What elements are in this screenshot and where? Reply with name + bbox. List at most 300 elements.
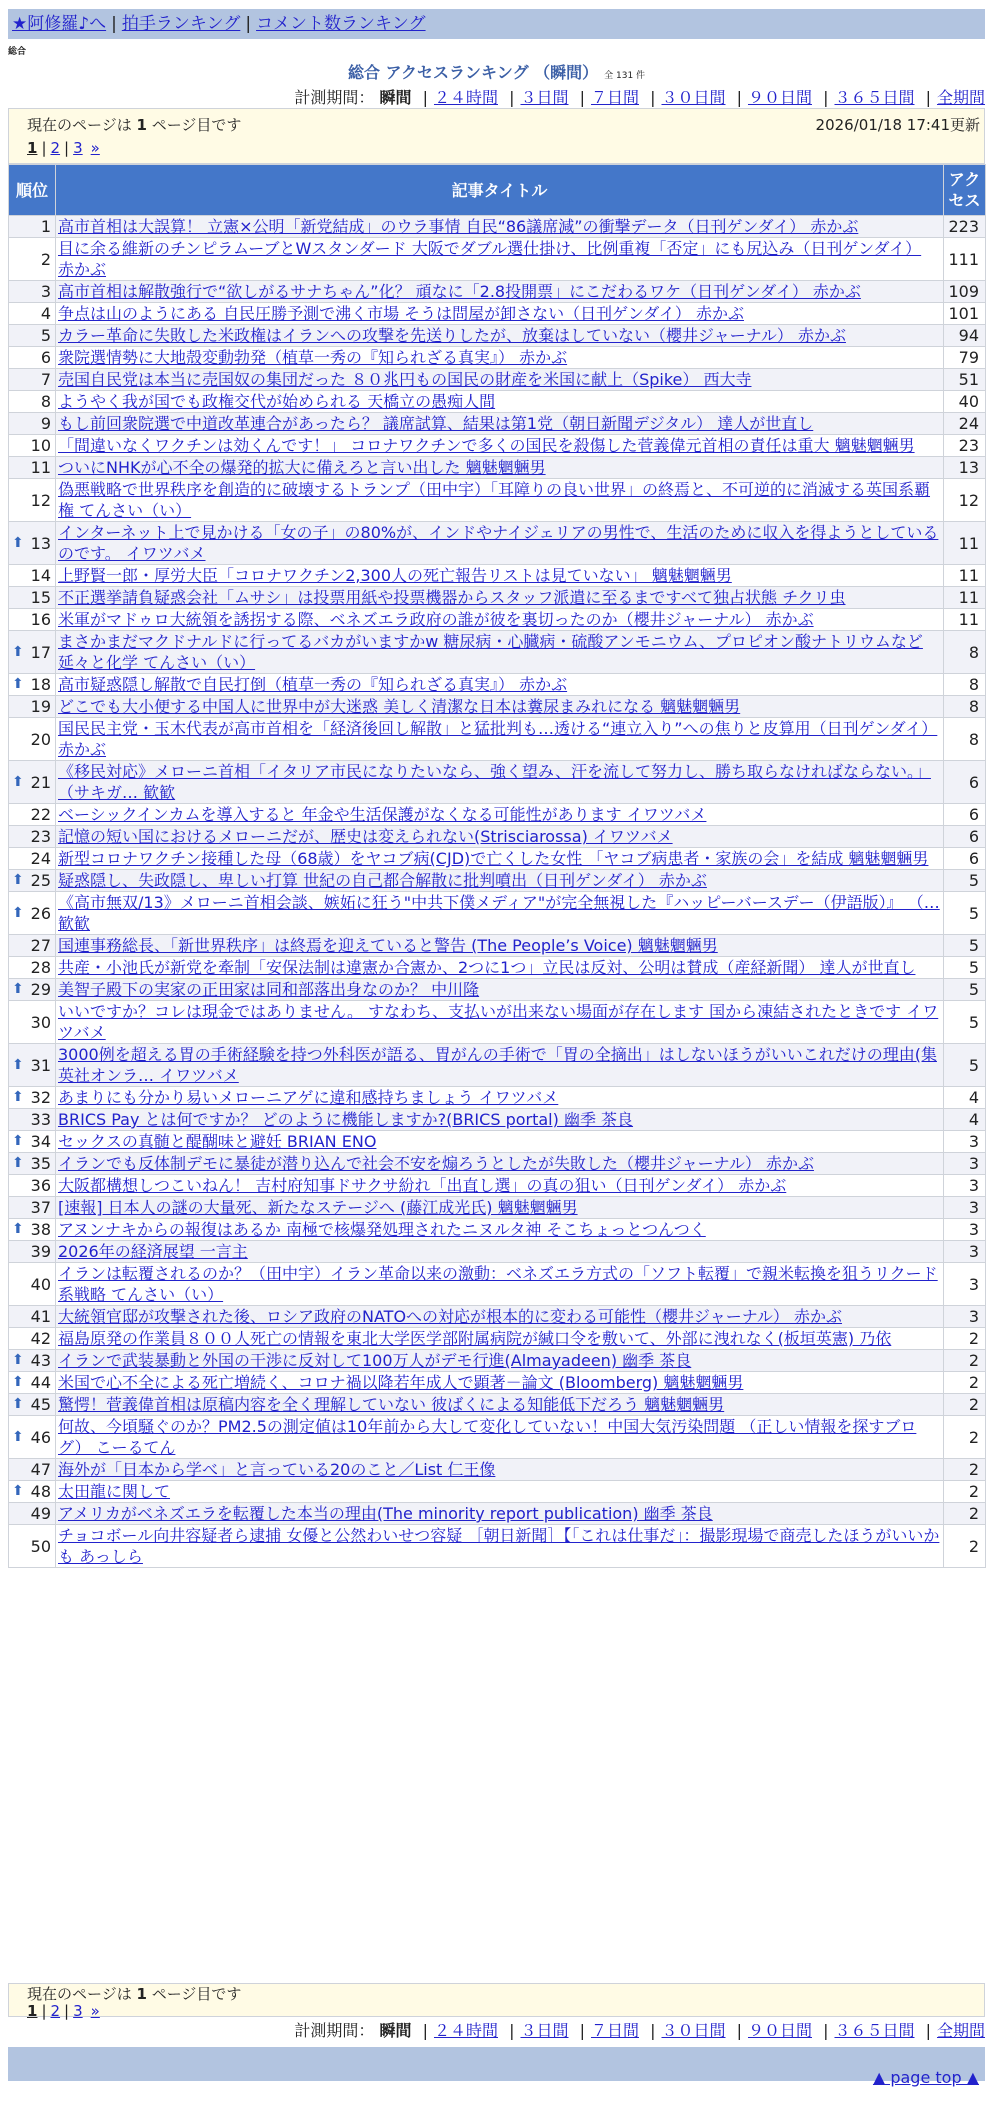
access-count: 5 xyxy=(944,1001,986,1044)
rank-number: 34 xyxy=(30,1132,51,1151)
rank-number: 44 xyxy=(30,1373,51,1392)
rank-number: 5 xyxy=(40,326,51,345)
access-count: 24 xyxy=(944,413,986,435)
article-link[interactable]: 争点は山のようにある 自民圧勝予測で沸く市場 そうは問屋が卸さない（日刊ゲンダイ） 赤かぶ xyxy=(58,304,744,323)
article-link[interactable]: 何故、今頃騒ぐのか？PM2.5の測定値は10年前から大して変化していない！中国大気汚染問題 （正しい情報を探すブログ） こーるてん xyxy=(58,1417,917,1457)
article-link[interactable]: 大阪都構想しつこいねん！ 吉村府知事ドサクサ紛れ「出直し選」の真の狙い（日刊ゲンダイ） 赤かぶ xyxy=(58,1176,787,1195)
rank-number: 22 xyxy=(30,805,51,824)
article-link[interactable]: 高市首相は解散強行で“欲しがるサナちゃん”化？ 頑なに「2.8投開票」にこだわるワケ（日刊ゲンダイ） 赤かぶ xyxy=(58,282,861,301)
table-row xyxy=(9,761,986,804)
article-link[interactable]: 米国で心不全による死亡増続く、コロナ禍以降若年成人で顕著－論文 (Bloomberg) 魑魅魍魎男 xyxy=(58,1373,744,1392)
rank-cell xyxy=(9,935,56,957)
article-link[interactable]: 記憶の短い国におけるメローニだが、歴史は変えられない(Strisciarossa) イワツバメ xyxy=(58,827,673,846)
up-arrow-icon: ⬆ xyxy=(12,643,24,660)
rank-cell xyxy=(9,848,56,870)
table-row xyxy=(9,1372,986,1394)
access-count: 6 xyxy=(944,804,986,826)
rank-cell xyxy=(9,1525,56,1568)
clap-ranking-link[interactable]: 拍手ランキング xyxy=(121,14,241,34)
access-count: 2 xyxy=(944,1328,986,1350)
table-row xyxy=(9,804,986,826)
title-cell xyxy=(56,1153,944,1175)
table-row xyxy=(9,391,986,413)
up-arrow-icon: ⬆ xyxy=(12,872,24,888)
table-row xyxy=(9,696,986,718)
rank-cell xyxy=(9,1503,56,1525)
title-cell xyxy=(56,565,944,587)
rank-number: 21 xyxy=(30,772,51,792)
rank-cell xyxy=(9,1416,56,1459)
up-arrow-icon: ⬆ xyxy=(12,773,24,790)
table-row xyxy=(9,216,986,238)
article-link[interactable]: 《移民対応》メローニ首相「イタリア市民になりたいなら、強く望み、汗を流して努力し、勝ち取らなければならない。」 （サキガ… 歓歓 xyxy=(58,762,931,802)
title-cell xyxy=(56,674,944,696)
article-link[interactable]: 上野賢一郎・厚労大臣「コロナワクチン2,300人の死亡報告リストは見ていない」 魑魅魍魎男 xyxy=(58,566,732,585)
title-cell xyxy=(56,979,944,1001)
rank-cell xyxy=(9,1241,56,1263)
article-link[interactable]: 高市疑惑隠し解散で自民打倒（植草一秀の『知られざる真実』） 赤かぶ xyxy=(58,675,568,694)
access-count: 3 xyxy=(944,1241,986,1263)
article-link[interactable]: 米軍がマドゥロ大統領を誘拐する際、ベネズエラ政府の誰が彼を裏切ったのか（櫻井ジャーナル） 赤かぶ xyxy=(58,610,814,629)
title-cell xyxy=(56,718,944,761)
rank-cell xyxy=(9,631,56,674)
pagination: 1 | 2 | 3 » xyxy=(27,2002,100,2020)
table-row xyxy=(9,369,986,391)
period-selector: 計測期間： 瞬間 | ２４時間 | ３日間 | ７日間 | ３０日間 | ９０日間 | ３６５日間 | 全期間 xyxy=(294,88,985,107)
rank-number: 43 xyxy=(30,1351,51,1370)
rank-cell xyxy=(9,870,56,892)
period-3d-link[interactable]: ３日間 xyxy=(520,88,569,107)
period-label: 計測期間： xyxy=(294,88,375,107)
total-count: 全 131 件 xyxy=(604,71,646,81)
article-link[interactable]: [速報] 日本人の謎の大量死、新たなステージへ (藤江成光氏) 魑魅魍魎男 xyxy=(58,1198,578,1217)
rank-cell xyxy=(9,1394,56,1416)
comment-ranking-link[interactable]: コメント数ランキング xyxy=(256,14,426,34)
access-count: 13 xyxy=(944,457,986,479)
rank-cell xyxy=(9,674,56,696)
access-count: 109 xyxy=(944,281,986,303)
article-link[interactable]: ついにNHKが心不全の爆発的拡大に備えろと言い出した 魑魅魍魎男 xyxy=(58,458,546,477)
page-3-link[interactable]: 3 xyxy=(73,2002,83,2020)
up-arrow-icon: ⬆ xyxy=(12,534,24,551)
up-arrow-icon: ⬆ xyxy=(12,1352,24,1368)
table-row xyxy=(9,1044,986,1087)
rank-number: 17 xyxy=(30,642,51,662)
table-row xyxy=(9,1306,986,1328)
title-cell xyxy=(56,892,944,935)
rank-cell xyxy=(9,479,56,522)
nav-separator: | xyxy=(245,14,252,34)
article-link[interactable]: 2026年の経済展望 一言主 xyxy=(58,1242,248,1261)
ranking-title-text: 総合 アクセスランキング （瞬間） xyxy=(347,63,599,82)
rank-number: 15 xyxy=(30,588,51,607)
page-1-current: 1 xyxy=(27,139,38,157)
access-count: 5 xyxy=(944,1044,986,1087)
title-cell xyxy=(56,1197,944,1219)
table-row xyxy=(9,979,986,1001)
table-row xyxy=(9,1197,986,1219)
article-link[interactable]: 驚愕！菅義偉首相は原稿内容を全く理解していない 彼ばくによる知能低下だろう 魑魅魍魎男 xyxy=(58,1395,725,1414)
up-arrow-icon: ⬆ xyxy=(12,676,24,692)
up-arrow-icon: ⬆ xyxy=(12,1133,24,1149)
period-365d-link[interactable]: ３６５日間 xyxy=(834,2021,915,2040)
pager-bottom xyxy=(8,1983,985,2020)
rank-number: 46 xyxy=(30,1427,51,1447)
access-count: 8 xyxy=(944,674,986,696)
article-link[interactable]: 高市首相は大誤算！ 立憲×公明「新党結成」のウラ事情 自民“86議席減”の衝撃データ（日刊ゲンダイ） 赤かぶ xyxy=(58,217,859,236)
rank-number: 37 xyxy=(30,1198,51,1217)
article-link[interactable]: 目に余る維新のチンピラムーブとWスタンダード 大阪でダブル選仕掛け、比例重複「否定」にも尻込み（日刊ゲンダイ） 赤かぶ xyxy=(58,239,922,279)
rank-cell xyxy=(9,1087,56,1109)
table-row xyxy=(9,522,986,565)
article-link[interactable]: 《高市無双/13》メローニ首相会談、嫉妬に狂う"中共下僕メディア"が完全無視した『ハッピーバースデー（伊語版）』 （… 歓歓 xyxy=(58,893,940,933)
rank-number: 23 xyxy=(30,827,51,846)
title-cell xyxy=(56,609,944,631)
rank-cell xyxy=(9,347,56,369)
rank-cell xyxy=(9,609,56,631)
rank-number: 7 xyxy=(40,370,51,389)
article-link[interactable]: 新型コロナワクチン接種した母（68歳）をヤコブ病(CJD)で亡くした女性 「ヤコブ病患者・家族の会」を結成 魑魅魍魎男 xyxy=(58,849,929,868)
rank-cell xyxy=(9,826,56,848)
up-arrow-icon: ⬆ xyxy=(12,1155,24,1171)
access-count: 6 xyxy=(944,761,986,804)
title-cell xyxy=(56,848,944,870)
rank-cell xyxy=(9,1197,56,1219)
article-link[interactable]: 「間違いなくワクチンは効くんです！」 コロナワクチンで多くの国民を殺傷した菅義偉元首相の責任は重大 魑魅魍魎男 xyxy=(58,436,915,455)
period-30d-link[interactable]: ３０日間 xyxy=(661,88,726,107)
title-cell xyxy=(56,303,944,325)
article-link[interactable]: 3000例を超える胃の手術経験を持つ外科医が語る、胃がんの手術で「胃の全摘出」はしないほうがいいこれだけの理由(集英社オンラ… イワツバメ xyxy=(58,1045,937,1085)
period-24h-link[interactable]: ２４時間 xyxy=(433,88,498,107)
col-header-access: アクセス xyxy=(944,165,986,216)
period-label: 計測期間： xyxy=(294,2021,375,2040)
table-row xyxy=(9,1328,986,1350)
article-link[interactable]: 国民民主党・玉木代表が高市首相を「経済後回し解散」と猛批判も…透ける“連立入り”への焦りと皮算用（日刊ゲンダイ） 赤かぶ xyxy=(58,719,938,759)
rank-number: 29 xyxy=(30,980,51,999)
article-link[interactable]: イランでも反体制デモに暴徒が潜り込んで社会不安を煽ろうとしたが失敗した（櫻井ジャーナル） 赤かぶ xyxy=(58,1154,814,1173)
title-cell xyxy=(56,804,944,826)
rank-number: 33 xyxy=(30,1110,51,1129)
rank-number: 11 xyxy=(30,458,51,477)
title-cell xyxy=(56,1503,944,1525)
table-row xyxy=(9,1525,986,1568)
period-7d-link[interactable]: ７日間 xyxy=(590,2021,639,2040)
title-cell xyxy=(56,522,944,565)
table-row xyxy=(9,1481,986,1503)
title-cell xyxy=(56,281,944,303)
article-link[interactable]: 太田龍に関して xyxy=(58,1482,171,1501)
up-arrow-icon: ⬆ xyxy=(12,1089,24,1105)
table-row xyxy=(9,848,986,870)
col-header-title: 記事タイトル xyxy=(56,165,944,216)
page-2-link[interactable]: 2 xyxy=(50,2002,61,2020)
title-cell xyxy=(56,1394,944,1416)
rank-number: 14 xyxy=(30,566,51,585)
page-status: 現在のページは 1 ページ目です xyxy=(27,116,242,134)
rank-number: 30 xyxy=(30,1012,51,1032)
article-link[interactable]: 海外が「日本から学べ」と言っている20のこと／List 仁王像 xyxy=(58,1460,496,1479)
rank-cell xyxy=(9,1001,56,1044)
table-row xyxy=(9,1219,986,1241)
article-link[interactable]: 衆院選情勢に大地殻変動勃発（植草一秀の『知られざる真実』） 赤かぶ xyxy=(58,348,568,367)
table-row xyxy=(9,1001,986,1044)
article-link[interactable]: イランで武装暴動と外国の干渉に反対して100万人がデモ行進(Almayadeen) 幽季 茶良 xyxy=(58,1351,692,1370)
title-cell xyxy=(56,435,944,457)
table-row xyxy=(9,479,986,522)
rank-number: 26 xyxy=(30,903,51,923)
access-count: 6 xyxy=(944,848,986,870)
rank-number: 31 xyxy=(30,1055,51,1075)
table-row xyxy=(9,1263,986,1306)
access-count: 101 xyxy=(944,303,986,325)
pagination: 1 | 2 | 3 » xyxy=(27,139,100,157)
access-count: 11 xyxy=(944,587,986,609)
access-count: 5 xyxy=(944,892,986,935)
article-link[interactable]: BRICS Pay とは何ですか？ どのように機能しますか?(BRICS portal) 幽季 茶良 xyxy=(58,1110,634,1129)
title-cell xyxy=(56,347,944,369)
ranking-table-body xyxy=(9,216,986,1568)
article-link[interactable]: どこでも大小便する中国人に世界中が大迷惑 美しく清潔な日本は糞尿まみれになる 魑魅魍魎男 xyxy=(58,697,741,716)
rank-number: 16 xyxy=(30,610,51,629)
table-row xyxy=(9,413,986,435)
page-1-current: 1 xyxy=(27,2002,38,2020)
title-cell xyxy=(56,1459,944,1481)
rank-cell xyxy=(9,1044,56,1087)
up-arrow-icon: ⬆ xyxy=(12,1374,24,1390)
table-row xyxy=(9,674,986,696)
title-cell xyxy=(56,935,944,957)
access-count: 2 xyxy=(944,1459,986,1481)
rank-cell xyxy=(9,761,56,804)
next-page-link[interactable]: » xyxy=(90,139,100,157)
rank-number: 35 xyxy=(30,1154,51,1173)
rank-number: 49 xyxy=(30,1504,51,1523)
rank-number: 28 xyxy=(30,958,51,977)
rank-number: 18 xyxy=(30,675,51,694)
up-arrow-icon: ⬆ xyxy=(12,981,24,997)
access-count: 3 xyxy=(944,1197,986,1219)
title-cell xyxy=(56,1481,944,1503)
table-row xyxy=(9,1394,986,1416)
access-count: 5 xyxy=(944,957,986,979)
table-row xyxy=(9,718,986,761)
title-cell xyxy=(56,696,944,718)
title-cell xyxy=(56,1372,944,1394)
ranking-table xyxy=(8,164,986,1568)
access-count: 2 xyxy=(944,1394,986,1416)
rank-cell xyxy=(9,435,56,457)
period-90d-link[interactable]: ９０日間 xyxy=(747,2021,812,2040)
rank-cell xyxy=(9,281,56,303)
title-cell xyxy=(56,1328,944,1350)
article-link[interactable]: 偽悪戦略で世界秩序を創造的に破壊するトランプ（田中宇）「耳障りの良い世界」の終焉と、不可逆的に消滅する英国系覇権 てんさい（い） xyxy=(58,480,931,520)
page-2-link[interactable]: 2 xyxy=(50,139,61,157)
article-link[interactable]: 大統領官邸が攻撃された後、ロシア政府のNATOへの対応が根本的に変わる可能性（櫻井ジャーナル） 赤かぶ xyxy=(58,1307,843,1326)
access-count: 11 xyxy=(944,522,986,565)
table-row xyxy=(9,1416,986,1459)
up-arrow-icon: ⬆ xyxy=(12,1056,24,1073)
article-link[interactable]: 不正選挙請負疑惑会社「ムサシ」は投票用紙や投票機器からスタッフ派遣に至るまですべて独占状態 チクリ虫 xyxy=(58,588,846,607)
title-cell xyxy=(56,391,944,413)
access-count: 2 xyxy=(944,1525,986,1568)
rank-number: 40 xyxy=(30,1274,51,1294)
period-7d-link[interactable]: ７日間 xyxy=(590,88,639,107)
rank-number: 50 xyxy=(30,1536,51,1556)
rank-number: 10 xyxy=(30,436,51,455)
period-24h-link[interactable]: ２４時間 xyxy=(433,2021,498,2040)
rank-cell xyxy=(9,325,56,347)
title-cell xyxy=(56,1416,944,1459)
article-link[interactable]: 疑惑隠し、失政隠し、卑しい打算 世紀の自己都合解散に批判噴出（日刊ゲンダイ） 赤かぶ xyxy=(58,871,707,890)
rank-number: 25 xyxy=(30,871,51,890)
title-cell xyxy=(56,369,944,391)
table-row xyxy=(9,631,986,674)
table-row xyxy=(9,435,986,457)
table-row xyxy=(9,347,986,369)
table-row xyxy=(9,892,986,935)
rank-cell xyxy=(9,1328,56,1350)
title-cell xyxy=(56,631,944,674)
access-count: 8 xyxy=(944,631,986,674)
article-link[interactable]: チョコボール向井容疑者ら逮捕 女優と公然わいせつ容疑 ［朝日新聞］【「これは仕事だ」：撮影現場で商売したほうがいいかも あっしら xyxy=(58,1526,940,1566)
table-row xyxy=(9,1087,986,1109)
rank-number: 2 xyxy=(40,249,51,269)
col-header-rank: 順位 xyxy=(9,165,56,216)
rank-number: 42 xyxy=(30,1329,51,1348)
article-link[interactable]: ベーシックインカムを導入すると 年金や生活保護がなくなる可能性があります イワツバメ xyxy=(58,805,707,824)
rank-number: 3 xyxy=(40,282,51,301)
top-nav-bar xyxy=(8,9,985,39)
access-count: 111 xyxy=(944,238,986,281)
period-all-link[interactable]: 全期間 xyxy=(936,88,985,107)
table-row xyxy=(9,587,986,609)
page-top-link[interactable]: ▲ page top ▲ xyxy=(872,2068,979,2087)
table-row xyxy=(9,1241,986,1263)
table-row xyxy=(9,281,986,303)
table-row xyxy=(9,870,986,892)
title-cell xyxy=(56,1175,944,1197)
title-cell xyxy=(56,1241,944,1263)
article-link[interactable]: ようやく我が国でも政権交代が始められる 天橋立の愚痴人間 xyxy=(58,392,496,411)
rank-number: 19 xyxy=(30,697,51,716)
title-cell xyxy=(56,1087,944,1109)
rank-number: 13 xyxy=(30,533,51,553)
title-cell xyxy=(56,1525,944,1568)
next-page-link[interactable]: » xyxy=(90,2002,100,2020)
rank-cell xyxy=(9,892,56,935)
article-link[interactable]: 国連事務総長、「新世界秩序」は終焉を迎えていると警告 (The People’s Voice) 魑魅魍魎男 xyxy=(58,936,718,955)
access-count: 94 xyxy=(944,325,986,347)
bottom-bar xyxy=(8,2047,985,2087)
period-current: 瞬間 xyxy=(379,88,412,107)
article-link[interactable]: いいですか？コレは現金ではありません。 すなわち、支払いが出来ない場面が存在します 国から凍結されたときです イワツバメ xyxy=(58,1002,939,1042)
table-row xyxy=(9,609,986,631)
article-link[interactable]: 売国自民党は本当に売国奴の集団だった ８０兆円もの国民の財産を米国に献上（Spike） 西大寺 xyxy=(58,370,752,389)
article-link[interactable]: もし前回衆院選で中道改革連合があったら？ 議席試算、結果は第1党（朝日新聞デジタル） 達人が世直し xyxy=(58,414,814,433)
rank-cell xyxy=(9,718,56,761)
updated-timestamp: 2026/01/18 17:41更新 xyxy=(815,116,980,134)
article-link[interactable]: イランは転覆されるのか？（田中宇）イラン革命以来の激動：ベネズエラ方式の「ソフト転覆」で親米転換を狙うリクード系戦略 てんさい（い） xyxy=(58,1264,938,1304)
rank-cell xyxy=(9,957,56,979)
title-cell xyxy=(56,479,944,522)
title-cell xyxy=(56,1131,944,1153)
article-link[interactable]: 共産・小池氏が新党を牽制「安保法制は違憲か合憲か、2つに1つ」立民は反対、公明は賛成（産経新聞） 達人が世直し xyxy=(58,958,916,977)
title-cell xyxy=(56,826,944,848)
rank-cell xyxy=(9,804,56,826)
home-link[interactable]: ★阿修羅♪へ xyxy=(12,14,107,34)
rank-cell xyxy=(9,238,56,281)
rank-number: 20 xyxy=(30,729,51,749)
rank-number: 36 xyxy=(30,1176,51,1195)
rank-cell xyxy=(9,1175,56,1197)
title-cell xyxy=(56,325,944,347)
table-row xyxy=(9,1459,986,1481)
period-90d-link[interactable]: ９０日間 xyxy=(747,88,812,107)
article-link[interactable]: 福島原発の作業員８００人死亡の情報を東北大学医学部附属病院が緘口令を敷いて、外部に洩れなく(板垣英憲) 乃依 xyxy=(58,1329,892,1348)
rank-cell xyxy=(9,1372,56,1394)
access-count: 12 xyxy=(944,479,986,522)
access-count: 5 xyxy=(944,979,986,1001)
access-count: 4 xyxy=(944,1109,986,1131)
rank-cell xyxy=(9,1306,56,1328)
up-arrow-icon: ⬆ xyxy=(12,1396,24,1412)
title-cell xyxy=(56,413,944,435)
period-all-link[interactable]: 全期間 xyxy=(936,2021,985,2040)
rank-number: 12 xyxy=(30,490,51,510)
table-row xyxy=(9,1109,986,1131)
access-count: 3 xyxy=(944,1263,986,1306)
rank-cell xyxy=(9,457,56,479)
rank-cell xyxy=(9,413,56,435)
title-cell xyxy=(56,216,944,238)
period-current: 瞬間 xyxy=(379,2021,412,2040)
rank-number: 39 xyxy=(30,1242,51,1261)
article-link[interactable]: カラー革命に失敗した米政権はイランへの攻撃を先送りしたが、放棄はしていない（櫻井ジャーナル） 赤かぶ xyxy=(58,326,846,345)
article-link[interactable]: あまりにも分かり易いメローニアゲに違和感持ちましょう イワツバメ xyxy=(58,1088,559,1107)
rank-number: 27 xyxy=(30,936,51,955)
title-cell xyxy=(56,1350,944,1372)
access-count: 2 xyxy=(944,1350,986,1372)
rank-cell xyxy=(9,1109,56,1131)
article-link[interactable]: アヌンナキからの報復はあるか 南極で核爆発処理されたニヌルタ神 そこちょっとつんつく xyxy=(58,1220,706,1239)
period-30d-link[interactable]: ３０日間 xyxy=(661,2021,726,2040)
rank-number: 47 xyxy=(30,1460,51,1479)
pager-top xyxy=(8,108,985,164)
access-count: 5 xyxy=(944,870,986,892)
rank-number: 45 xyxy=(30,1395,51,1414)
rank-cell xyxy=(9,979,56,1001)
table-row xyxy=(9,1131,986,1153)
article-link[interactable]: インターネット上で見かける「女の子」の80%が、インドやナイジェリアの男性で、生活のために収入を得ようとしている のです。 イワツバメ xyxy=(58,523,939,563)
rank-cell xyxy=(9,216,56,238)
period-3d-link[interactable]: ３日間 xyxy=(520,2021,569,2040)
article-link[interactable]: 美智子殿下の実家の正田家は同和部落出身なのか？ 中川隆 xyxy=(58,980,480,999)
title-cell xyxy=(56,1219,944,1241)
page-3-link[interactable]: 3 xyxy=(73,139,83,157)
rank-cell xyxy=(9,1219,56,1241)
article-link[interactable]: まさかまだマクドナルドに行ってるバカがいますかw 糖尿病・心臓病・硫酸アンモニウム、プロピオン酸ナトリウムなど 延々と化学 てんさい（い） xyxy=(58,632,923,672)
rank-number: 6 xyxy=(40,348,51,367)
article-link[interactable]: セックスの真髄と醍醐味と避妊 BRIAN ENO xyxy=(58,1132,377,1151)
access-count: 2 xyxy=(944,1372,986,1394)
access-count: 2 xyxy=(944,1416,986,1459)
rank-cell xyxy=(9,565,56,587)
access-count: 3 xyxy=(944,1131,986,1153)
period-365d-link[interactable]: ３６５日間 xyxy=(834,88,915,107)
title-cell xyxy=(56,1263,944,1306)
access-count: 3 xyxy=(944,1175,986,1197)
article-link[interactable]: アメリカがベネズエラを転覆した本当の理由(The minority report publication) 幽季 茶良 xyxy=(58,1504,713,1523)
